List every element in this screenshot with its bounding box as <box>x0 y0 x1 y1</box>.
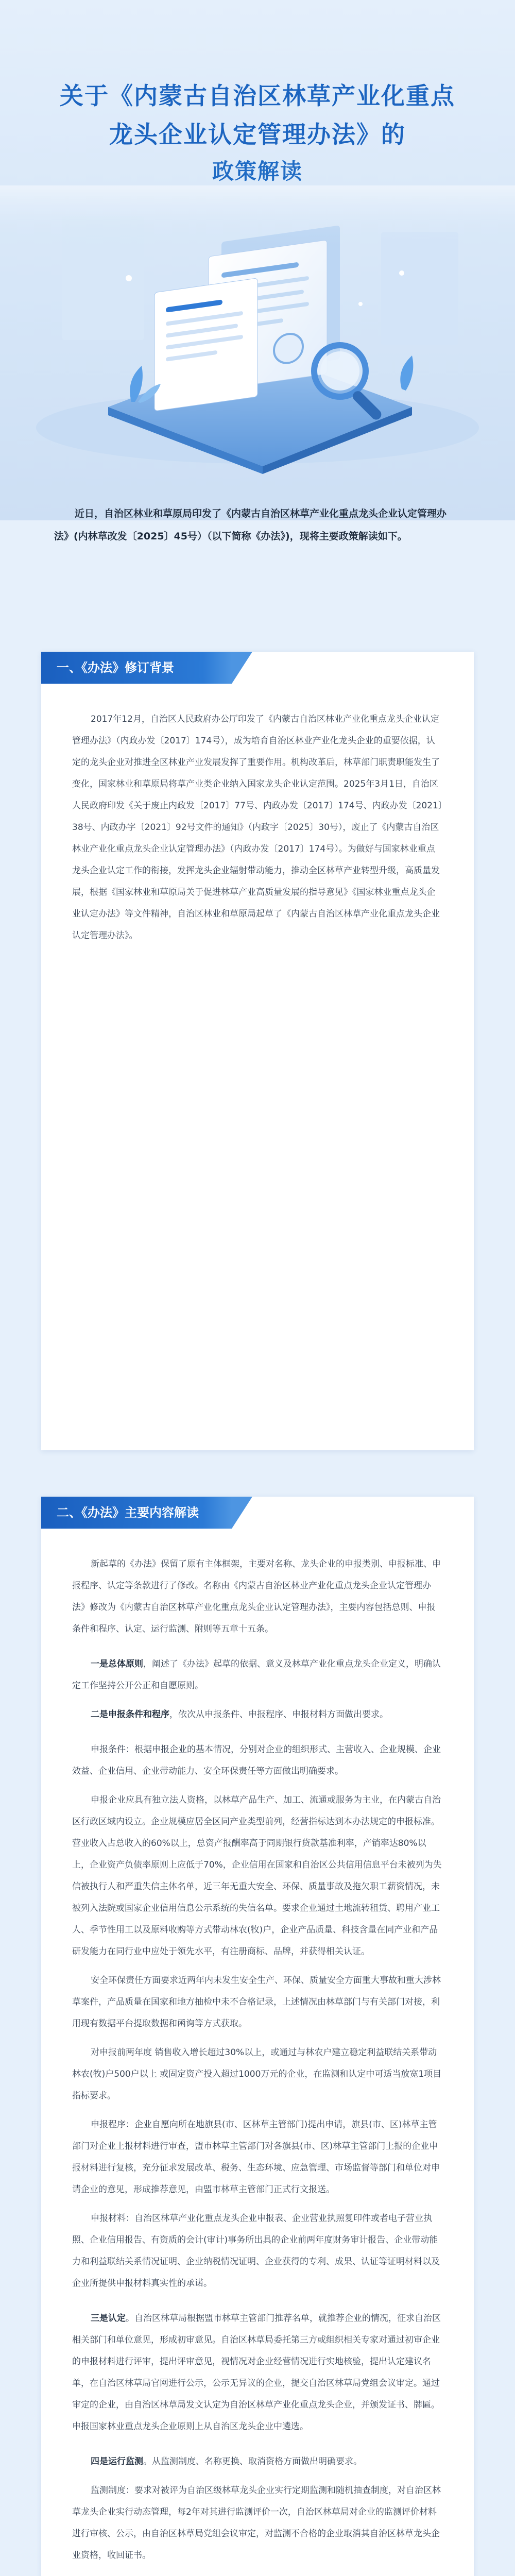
intro-paragraph: 近日，自治区林业和草原局印发了《内蒙古自治区林草产业化重点龙头企业认定管理办法》(内林草改发〔2025〕45号）（以下简称《办法》)，现将主要政策解读如下。 <box>54 508 447 542</box>
paragraph <box>72 2573 443 2576</box>
paragraph: 2017年12月，自治区人民政府办公厅印发了《内蒙古自治区林业产业化重点龙头企业认定管理办法》（内政办发〔2017〕174号），成为培育自治区林业产业化龙头企业的重要依据，认定的龙头企业对推进全区林业产业发展发挥了重要作用。机构改革后，林草部门职责职能发生了变化，国家林业和草原局将草产业类企业纳入国家龙头企业认定范围。2025年3月1日，自治区人民政府印发《关于废止内政发〔2017〕77号、内政办发〔2017〕174号、内政办发〔2021〕38号、内政办字〔2021〕92号文件的通知》（内政字〔2025〕30号），废止了《内蒙古自治区林业产业化重点龙头企业认定管理办法》（内政办发〔2017〕174号）。为做好与国家林业重点龙头企业认定工作的衔接，发挥龙头企业辐射带动能力，推动全区林草产业转型升级，高质量发展，根据《国家林业和草原局关于促进林草产业高质量发展的指导意见》《国家林业重点龙头企业认定办法》等文件精神，自治区林业和草原局起草了《内蒙古自治区林草产业化重点龙头企业认定管理办法》。 <box>72 714 443 941</box>
paragraph: 一是总体原则，阐述了《办法》起草的依据、意义及林草产业化重点龙头企业定义，明确认定工作坚持公开公正和自愿原则。 <box>72 1659 441 1691</box>
paragraph: 三是认定。自治区林草局根据盟市林草主管部门推荐名单，就推荐企业的情况，征求自治区相关部门和单位意见，形成初审意见。自治区林草局委托第三方或组织相关专家对通过初审企业的申报材料进行评审，提出评审意见，视情况对企业经营情况进行实地核验，提出认定建议名单，在自治区林草局官网进行公示，公示无异议的企业，提交自治区林草局党组会议审定。通过审定的企业，由自治区林草局发文认定为自治区林草产业化重点龙头企业，并颁发证书、牌匾。申报国家林业重点龙头企业原则上从自治区龙头企业中遴选。 <box>72 2313 441 2432</box>
paragraph: 对申报前两年度 销售收入增长超过30%以上，或通过与林农户建立稳定利益联结关系带动林农(牧)户500户以上 或固定资产投入超过1000万元的企业，在监测和认定中可适当放宽1项目指标要求。 <box>72 2047 442 2101</box>
title-line-2: 龙头企业认定管理办法》的 <box>109 121 406 148</box>
section-body <box>72 708 443 954</box>
paragraph: 二是申报条件和程序，依次从申报条件、申报程序、申报材料方面做出要求。 <box>91 1709 388 1720</box>
paragraph: 申报企业应具有独立法人资格，以林草产品生产、加工、流通或服务为主业，在内蒙古自治区行政区域内设立。企业规模应居全区同产业类型前列，经营指标达到本办法规定的申报标准。营业收入占总收入的60%以上，总资产报酬率高于同期银行贷款基准利率，产销率达80%以上，企业资产负债率原则上应低于70%，企业信用在国家和自治区公共信用信息平台未被列为失信被执行人和严重失信主体名单，近三年无重大安全、环保、质量事故及拖欠职工薪资情况，未被列入法院或国家企业信用信息公示系统的失信名单。要求企业通过土地流转租赁、聘用产业工人、季节性用工以及原料收购等方式带动林农(牧)户，企业产品质量、科技含量在同产业和产品研发能力在同行业中应处于领先水平，有注册商标、品牌，并获得相关认证。 <box>72 1795 442 1957</box>
section-heading: 一、《办法》修订背景 <box>41 652 232 684</box>
paragraph: 四是运行监测。从监测制度、名称更换、取消资格方面做出明确要求。 <box>91 2456 362 2467</box>
paragraph: 申报条件：根据申报企业的基本情况，分别对企业的组织形式、主营收入、企业规模、企业效益、企业信用、企业带动能力、安全环保责任等方面做出明确要求。 <box>72 1744 441 1776</box>
paragraph: 新起草的《办法》保留了原有主体框架，主要对名称、龙头企业的申报类别、申报标准、申报程序、认定等条款进行了修改。名称由《内蒙古自治区林业产业化重点龙头企业认定管理办法》修改为《内蒙古自治区林草产业化重点龙头企业认定管理办法》，主要内容包括总则、申报条件和程序、认定、运行监测、附则等五章十五条。 <box>72 1559 441 1634</box>
section-heading: 二、《办法》主要内容解读 <box>41 1497 232 1529</box>
title-line-1: 关于《内蒙古自治区林草产业化重点 <box>60 82 455 110</box>
paragraph: 申报程序：企业自愿向所在地旗县(市、区林草主管部门)提出申请，旗县(市、区)林草主管部门对企业上报材料进行审查，盟市林草主管部门对各旗县(市、区)林草主管部门上报的企业申报材料进行复核，充分征求发展改革、税务、生态环境、应急管理、市场监督等部门和单位对申请企业的意见，形成推荐意见，由盟市林草主管部门正式行文报送。 <box>72 2120 440 2195</box>
paragraph: 申报材料：自治区林草产业化重点龙头企业申报表、企业营业执照复印件或者电子营业执照、企业信用报告、有资质的会计(审计)事务所出具的企业前两年度财务审计报告、企业带动能力和利益联结关系情况证明、企业纳税情况证明、企业获得的专利、成果、认证等证明材料以及企业所提供申报材料真实性的承诺。 <box>72 2213 440 2289</box>
header-banner <box>0 0 515 520</box>
section-background <box>41 652 474 1450</box>
document-illustration <box>0 185 515 474</box>
paragraph: 安全环保责任方面要求近两年内未发生安全生产、环保、质量安全方面重大事故和重大涉林草案件，产品质量在国家和地方抽检中未不合格记录，上述情况由林草部门与有关部门对接，利用现有数据平台提取数据和函询等方式获取。 <box>72 1975 441 2029</box>
title-line-3: 政策解读 <box>212 159 303 184</box>
section-body <box>72 1553 443 2576</box>
section-content <box>41 1497 474 2576</box>
paragraph: 监测制度：要求对被评为自治区级林草龙头企业实行定期监测和随机抽查制度，对自治区林草龙头企业实行动态管理，每2年对其进行监测评价一次，自治区林草局对企业的监测评价材料进行审核、公示，由自治区林草局党组会议审定，对监测不合格的企业取消其自治区林草龙头企业资格，收回证书。 <box>72 2485 441 2561</box>
